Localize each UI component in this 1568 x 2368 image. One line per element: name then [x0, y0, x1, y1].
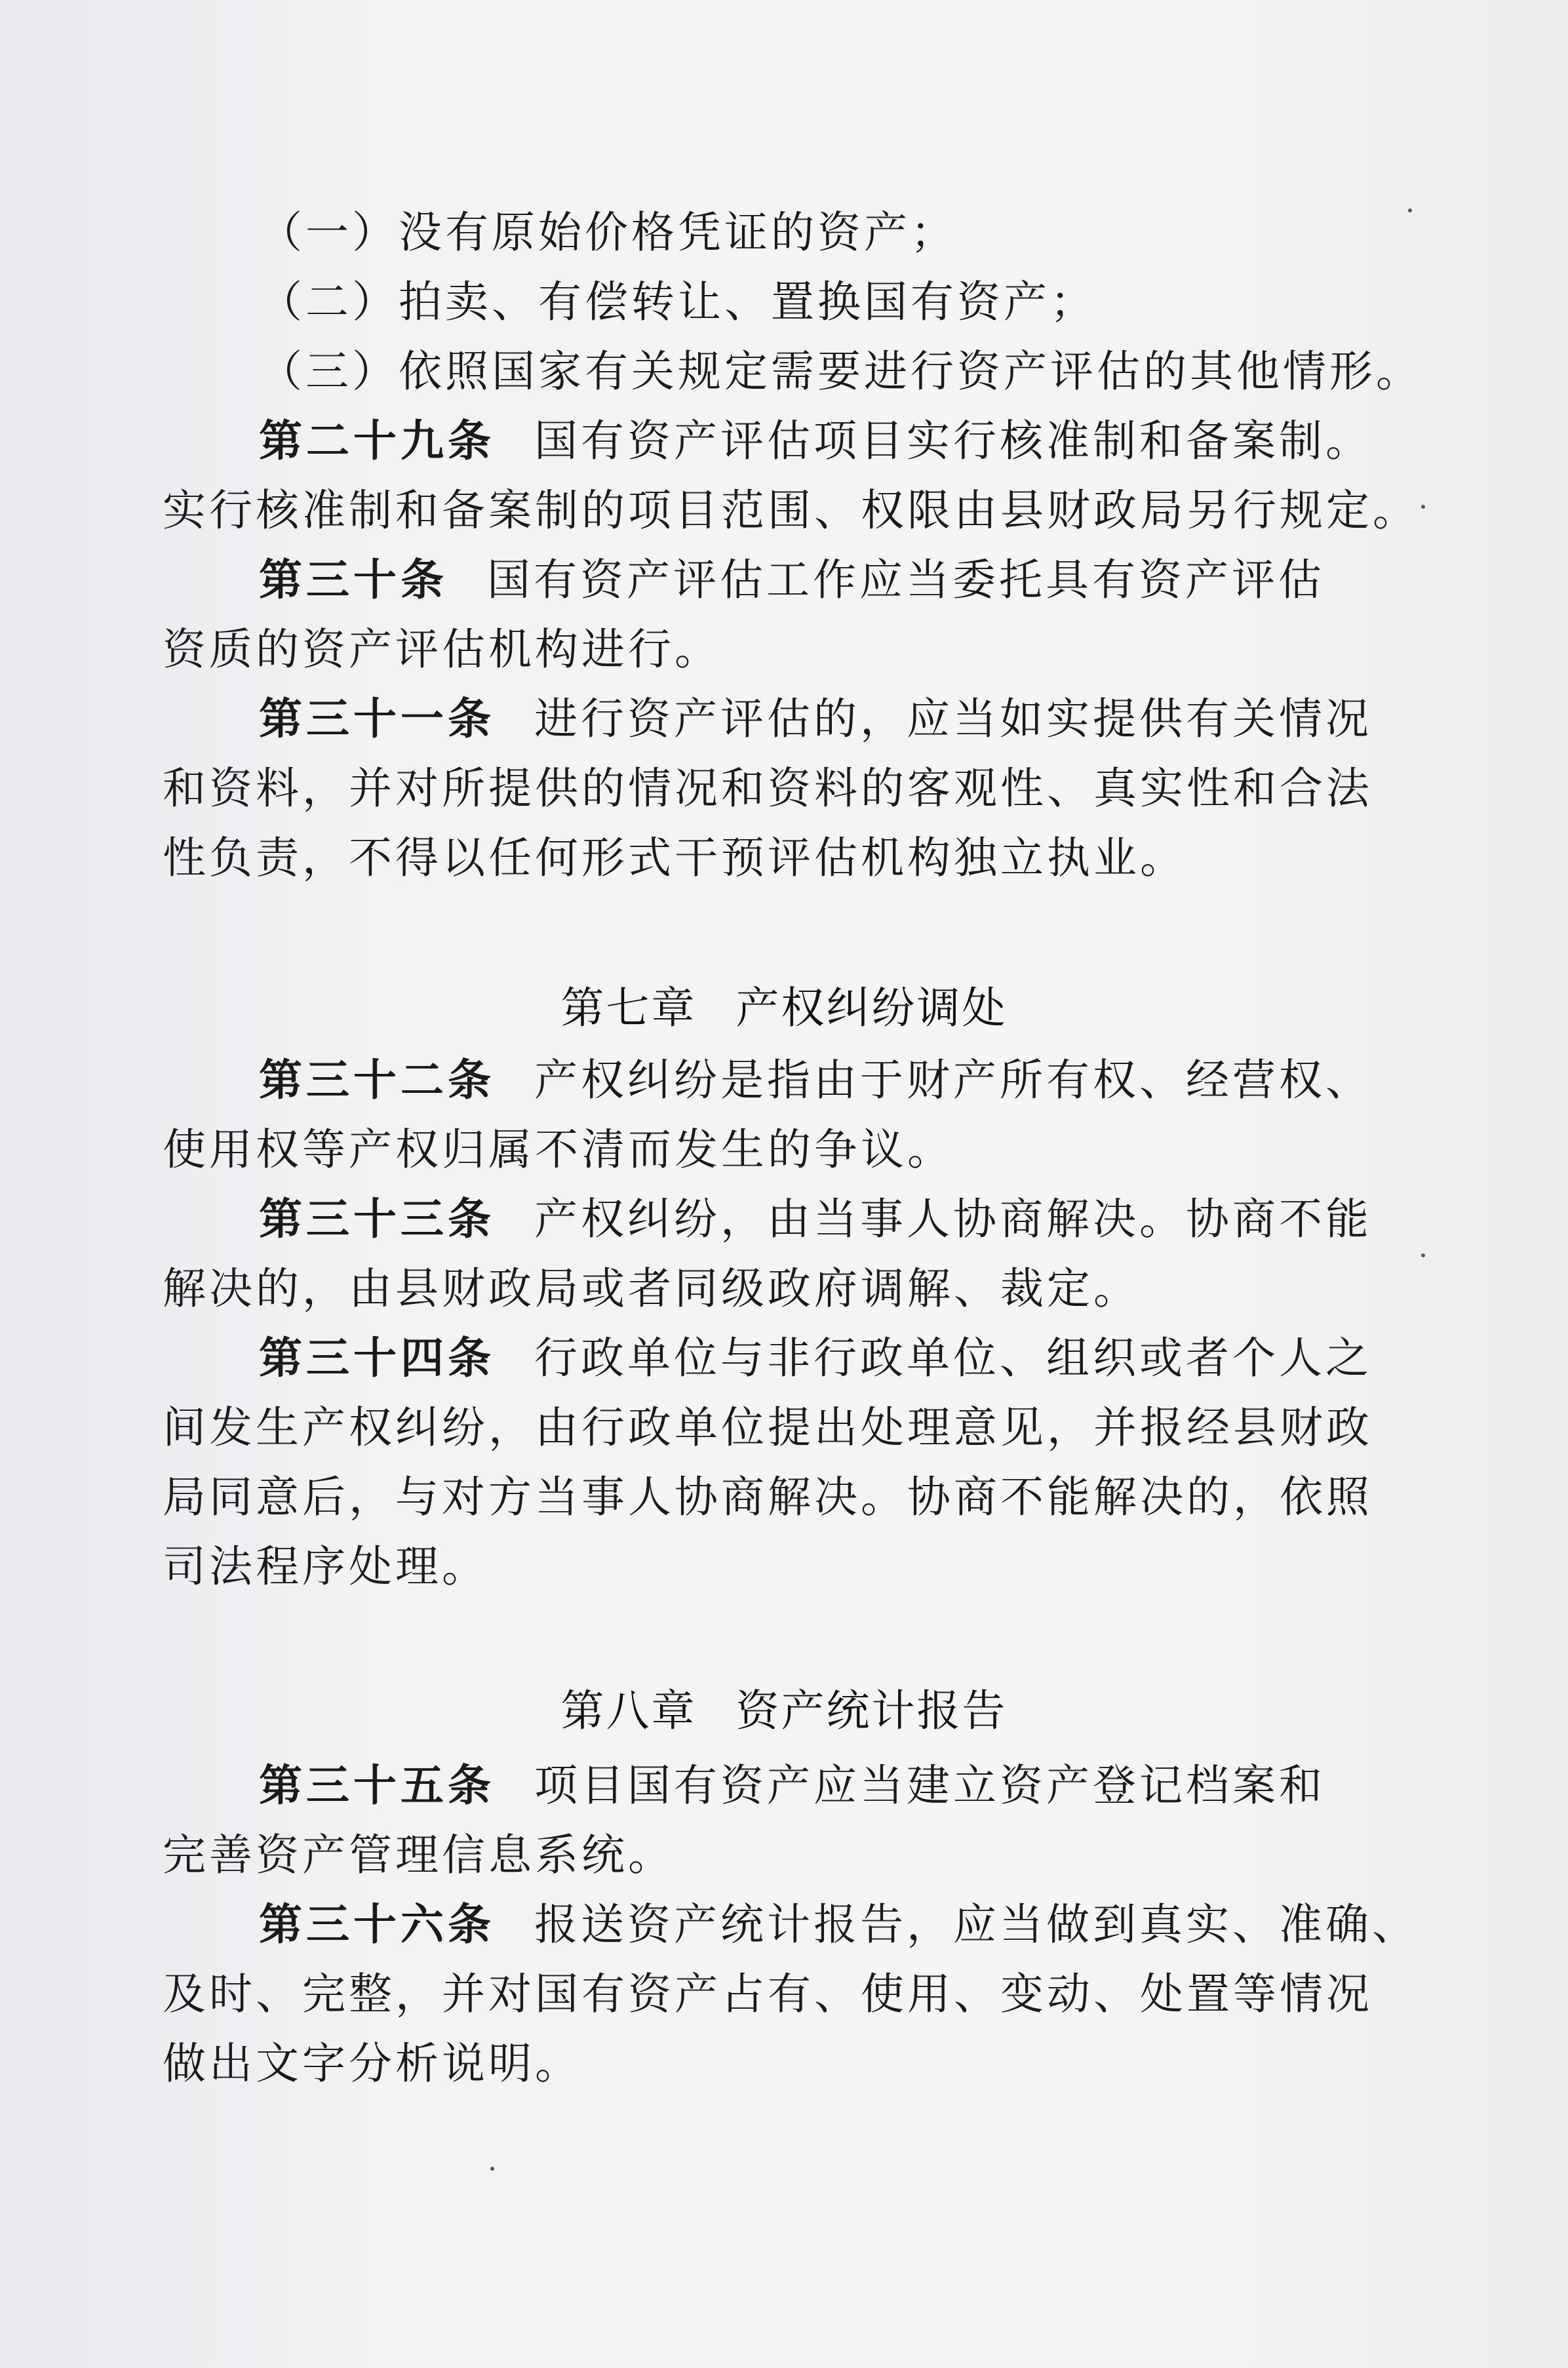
scan-speck: [1421, 505, 1425, 509]
paragraph-line: 性负责，不得以任何形式干预评估机构独立执业。: [163, 833, 1186, 883]
article-label: 第三十三条: [259, 1194, 495, 1244]
chapter-number: 第七章: [560, 983, 697, 1033]
article-label: 第三十条: [259, 555, 448, 605]
chapter-title: 资产统计报告: [735, 1686, 1008, 1736]
article-35: 第三十五条 项目国有资产应当建立资产登记档案和: [259, 1760, 1325, 1811]
article-label: 第三十六条: [259, 1899, 495, 1950]
article-30: 第三十条 国有资产评估工作应当委托具有资产评估: [259, 555, 1325, 605]
list-item: （一）没有原始价格凭证的资产；: [259, 207, 957, 258]
article-label: 第三十一条: [259, 694, 495, 744]
paragraph-line: 解决的，由县财政局或者同级政府调解、裁定。: [163, 1263, 1140, 1314]
article-label: 第三十四条: [259, 1333, 495, 1383]
paragraph-line: 资质的资产评估机构进行。: [163, 624, 721, 675]
article-32: 第三十二条 产权纠纷是指由于财产所有权、经营权、: [259, 1055, 1372, 1105]
scan-speck: [1408, 208, 1412, 212]
list-item: （二）拍卖、有偿转让、置换国有资产；: [259, 277, 1097, 327]
article-36: 第三十六条 报送资产统计报告，应当做到真实、准确、: [259, 1899, 1419, 1950]
chapter-title: 产权纠纷调处: [735, 983, 1008, 1033]
paragraph-line: 局同意后，与对方当事人协商解决。协商不能解决的，依照: [163, 1472, 1373, 1522]
paragraph-line: 做出文字分析说明。: [163, 2038, 581, 2089]
paragraph-line: 间发生产权纠纷，由行政单位提出处理意见，并报经县财政: [163, 1402, 1373, 1453]
article-33: 第三十三条 产权纠纷，由当事人协商解决。协商不能: [259, 1194, 1372, 1244]
paragraph-line: 完善资产管理信息系统。: [163, 1830, 675, 1880]
article-29: 第二十九条 国有资产评估项目实行核准制和备案制。: [259, 416, 1372, 466]
paragraph-line: 和资料，并对所提供的情况和资料的客观性、真实性和合法: [163, 763, 1373, 814]
paragraph-line: 及时、完整，并对国有资产占有、使用、变动、处置等情况: [163, 1969, 1373, 2019]
list-item: （三）依照国家有关规定需要进行资产评估的其他情形。: [259, 346, 1422, 397]
article-31: 第三十一条 进行资产评估的，应当如实提供有关情况: [259, 694, 1372, 744]
paragraph-line: 实行核准制和备案制的项目范围、权限由县财政局另行规定。: [163, 485, 1419, 536]
paragraph-line: 使用权等产权归属不清而发生的争议。: [163, 1124, 954, 1175]
scan-speck: [490, 2167, 494, 2171]
article-34: 第三十四条 行政单位与非行政单位、组织或者个人之: [259, 1333, 1372, 1383]
paragraph-line: 司法程序处理。: [163, 1541, 488, 1592]
scan-speck: [1421, 1253, 1425, 1257]
article-label: 第三十二条: [259, 1055, 495, 1105]
article-label: 第二十九条: [259, 416, 495, 466]
article-label: 第三十五条: [259, 1760, 495, 1811]
chapter-number: 第八章: [560, 1686, 697, 1736]
chapter-heading-8: [0, 1685, 1568, 1737]
chapter-heading-7: [0, 982, 1568, 1035]
